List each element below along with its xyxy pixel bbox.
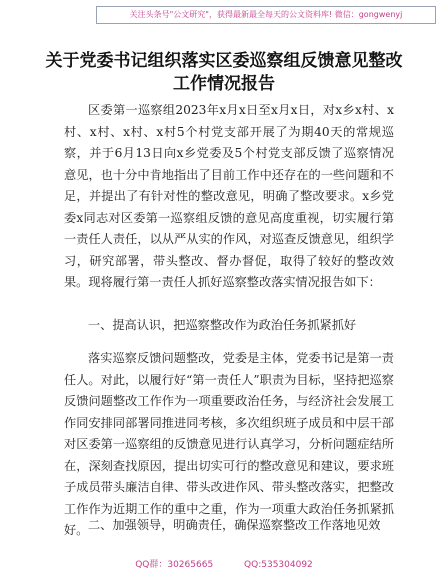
section-heading-2: 二、加强领导，明确责任，确保巡察整改工作落地见效 (88, 518, 381, 532)
footer-qq: QQ:535304092 (244, 560, 313, 570)
section-heading-1: 一、提高认识，把巡察整改作为政治任务抓紧抓好 (88, 318, 357, 332)
footer-qq-group: QQ群：30265665 (135, 560, 214, 570)
paragraph-intro: 区委第一巡察组2023年x月x日至x月x日，对x乡x村、x村、x村、x村、x村5个村党支部开展了为期40天的常规巡察，并于6月13日向x乡党委及5个村党支部反馈了巡察情况意见，也十分中肯地指出了目前工作中还存在的一些问题和不足，并提出了有针对性的整改意见，明确了整改要求。x乡党委x同志对区委第一巡察组反馈的意见高度重视，切实履行第一责任人责任，以从严从实的作风，对巡查反馈意见，组织学习，研究部署，带头整改、督办督促，取得了较好的整改效果。现将履行第一责任人抓好巡察整改落实情况报告如下： (64, 103, 394, 289)
paragraph-section-1: 落实巡察反馈问题整改，党委是主体，党委书记是第一责任人。对此，以履行好“第一责任人”职责为目标，坚持把巡察反馈问题整改工作作为一项重要政治任务，与经济社会发展工作同安排同部署同推进同考核，多次组织班子成员和中层干部对区委第一巡察组的反馈意见进行认真学习，分析问题症结所在，深刻查找原因，提出切实可行的整改意见和建议，要求班子成员带头廉洁自律、带头改进作风、带头整改落实，把整改工作作为近期工作的重中之重，作为一项重大政治任务抓紧抓好。 (64, 351, 394, 537)
document-title: 关于党委书记组织落实区委巡察组反馈意见整改工作情况报告 (45, 51, 403, 94)
footer-contact (0, 557, 448, 570)
promo-banner: 关注头条号"公文研究"，获得最新最全每天的公文资料库! 微信：gongwenyj (96, 6, 436, 24)
